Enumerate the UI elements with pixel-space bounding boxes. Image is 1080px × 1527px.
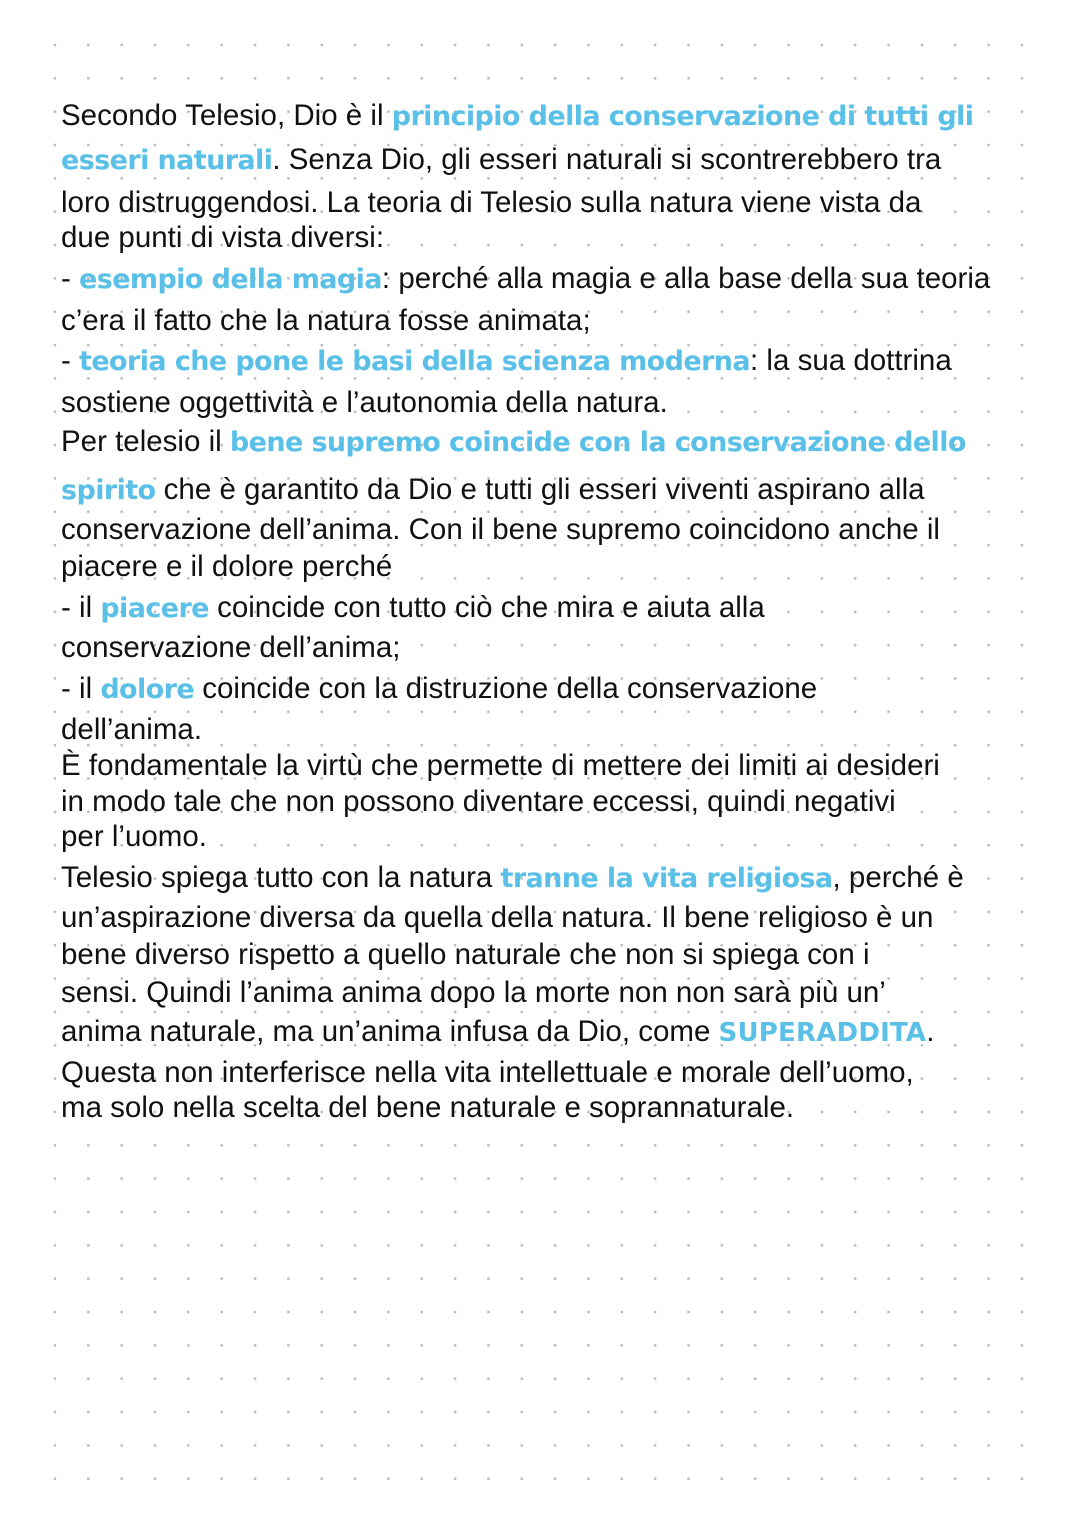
note-line [61, 425, 966, 460]
highlighted-keyword: piacere [100, 593, 209, 624]
body-text: - il [61, 591, 101, 624]
highlighted-keyword: bene supremo coincide con la conservazione dello [229, 427, 966, 458]
note-line [61, 186, 921, 220]
note-line [61, 304, 591, 338]
body-text: bene diverso rispetto a quello naturale che non si spiega con i [61, 938, 870, 971]
note-line [61, 1056, 914, 1090]
note-line [61, 901, 933, 935]
body-text: c’era il fatto che la natura fosse animata; [61, 304, 591, 337]
body-text: conservazione dell’anima; [61, 631, 401, 664]
body-text: due punti di vista diversi: [61, 221, 385, 254]
body-text: ma solo nella scelta del bene naturale e soprannaturale. [61, 1091, 795, 1124]
body-text: . Senza Dio, gli esseri naturali si scontrerebbero tra [272, 143, 942, 176]
note-line [61, 550, 392, 584]
body-text: Secondo Telesio, Dio è il [61, 99, 392, 132]
body-text: per l’uomo. [61, 820, 207, 853]
highlighted-keyword: spirito [61, 475, 156, 506]
highlighted-keyword: principio della conservazione di tutti gli [391, 101, 974, 132]
body-text: . [926, 1015, 935, 1048]
note-line [61, 221, 384, 255]
note-line [61, 143, 941, 178]
body-text: loro distruggendosi. La teoria di Telesio sulla natura viene vista da [61, 186, 922, 219]
body-text: Telesio spiega tutto con la natura [61, 861, 501, 894]
body-text: sensi. Quindi l’anima anima dopo la morte non non sarà più un’ [61, 976, 886, 1009]
note-line [61, 513, 940, 547]
note-line [61, 631, 400, 665]
body-text: - [61, 262, 80, 295]
note-line [61, 976, 886, 1010]
note-line [61, 591, 765, 626]
body-text: dell’anima. [61, 713, 203, 746]
note-line [61, 938, 870, 972]
body-text: sostiene oggettività e l’autonomia della natura. [61, 386, 668, 419]
body-text: - [61, 344, 80, 377]
note-line [61, 386, 668, 420]
highlighted-keyword: esempio della magia [79, 264, 382, 295]
body-text: piacere e il dolore perché [61, 550, 393, 583]
note-line [61, 749, 940, 783]
note-line [61, 820, 207, 854]
body-text: - il [61, 672, 101, 705]
note-line [61, 1015, 934, 1050]
body-text: coincide con tutto ciò che mira e aiuta alla [208, 591, 765, 624]
body-text: Per telesio il [61, 425, 230, 458]
highlighted-keyword: esseri naturali [61, 145, 273, 176]
highlighted-keyword: tranne la vita religiosa [500, 863, 833, 894]
highlighted-keyword: teoria che pone le basi della scienza moderna [79, 346, 751, 377]
note-line [61, 262, 990, 297]
note-line [61, 1091, 794, 1125]
note-line [61, 672, 817, 707]
body-text: : la sua dottrina [750, 344, 952, 377]
body-text: anima naturale, ma un’anima infusa da Dio, come [61, 1015, 719, 1048]
body-text: un’aspirazione diversa da quella della natura. Il bene religioso è un [61, 901, 934, 934]
body-text: che è garantito da Dio e tutti gli esseri viventi aspirano alla [155, 473, 925, 506]
body-text: È fondamentale la virtù che permette di mettere dei limiti ai desideri [61, 749, 940, 782]
note-line [61, 713, 202, 747]
highlighted-keyword: dolore [100, 674, 195, 705]
highlighted-keyword: SUPERADDITA [718, 1018, 927, 1048]
note-line [61, 344, 952, 379]
body-text: in modo tale che non possono diventare eccessi, quindi negativi [61, 785, 896, 818]
note-line [61, 785, 896, 819]
body-text: coincide con la distruzione della conservazione [194, 672, 818, 705]
body-text: Questa non interferisce nella vita intellettuale e morale dell’uomo, [61, 1056, 914, 1089]
note-line [61, 99, 973, 134]
note-line [61, 473, 925, 508]
body-text: conservazione dell’anima. Con il bene supremo coincidono anche il [61, 513, 940, 546]
note-line [61, 861, 964, 896]
body-text: : perché alla magia e alla base della sua teoria [381, 262, 991, 295]
body-text: , perché è [832, 861, 964, 894]
